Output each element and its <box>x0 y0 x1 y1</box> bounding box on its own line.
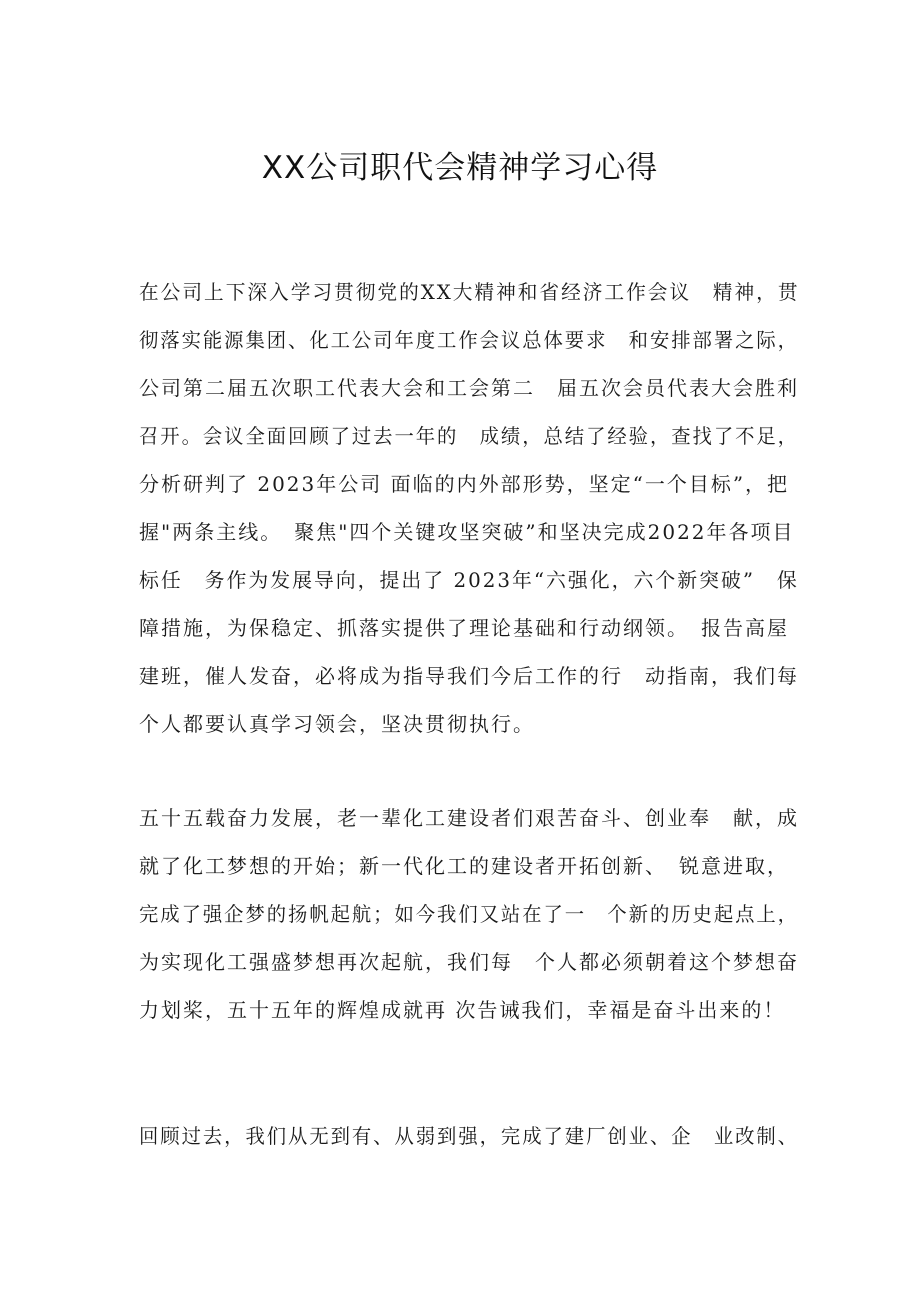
paragraph-line: 建班，催人发奋，必将成为指导我们今后工作的行 动指南，我们每 <box>139 664 799 688</box>
paragraph-line: 握"两条主线。 聚焦"四个关键攻坚突破”和坚决完成2022年各项目 <box>139 520 795 544</box>
paragraph-3 <box>139 1112 799 1160</box>
document-title: XX公司职代会精神学习心得 <box>261 150 659 186</box>
paragraph-line: 召开。会议全面回顾了过去一年的 成绩，总结了经验，查找了不足， <box>139 424 799 448</box>
paragraph-line: 为实现化工强盛梦想再次起航，我们每 个人都必须朝着这个梦想奋 <box>139 950 799 974</box>
paragraph-line: 公司第二届五次职工代表大会和工会第二 届五次会员代表大会胜利 <box>139 376 799 400</box>
paragraph-line: 个人都要认真学习领会，坚决贯彻执行。 <box>139 712 535 736</box>
paragraph-line: 就了化工梦想的开始；新一代化工的建设者开拓创新、 锐意进取， <box>139 854 789 878</box>
paragraph-1 <box>139 268 799 748</box>
paragraph-line: 彻落实能源集团、化工公司年度工作会议总体要求 和安排部署之际， <box>139 328 799 352</box>
paragraph-line: 标任 务作为发展导向，提出了 2023年“六强化，六个新突破” 保 <box>139 568 799 592</box>
paragraph-line: 在公司上下深入学习贯彻党的XX大精神和省经济工作会议 精神，贯 <box>139 280 800 304</box>
paragraph-line: 回顾过去，我们从无到有、从弱到强，完成了建厂创业、企 业改制、 <box>139 1124 799 1148</box>
paragraph-line: 力划桨，五十五年的辉煌成就再 次告诫我们，幸福是奋斗出来的！ <box>139 998 786 1022</box>
paragraph-line: 分析研判了 2023年公司 面临的内外部形势，坚定“一个目标”，把 <box>139 472 790 496</box>
paragraph-line: 障措施，为保稳定、抓落实提供了理论基础和行动纲领。 报告高屋 <box>139 616 789 640</box>
paragraph-line: 完成了强企梦的扬帆起航；如今我们又站在了一 个新的历史起点上， <box>139 902 799 926</box>
paragraph-line: 五十五载奋力发展，老一辈化工建设者们艰苦奋斗、创业奉 献，成 <box>139 806 799 830</box>
paragraph-2 <box>139 794 799 1034</box>
